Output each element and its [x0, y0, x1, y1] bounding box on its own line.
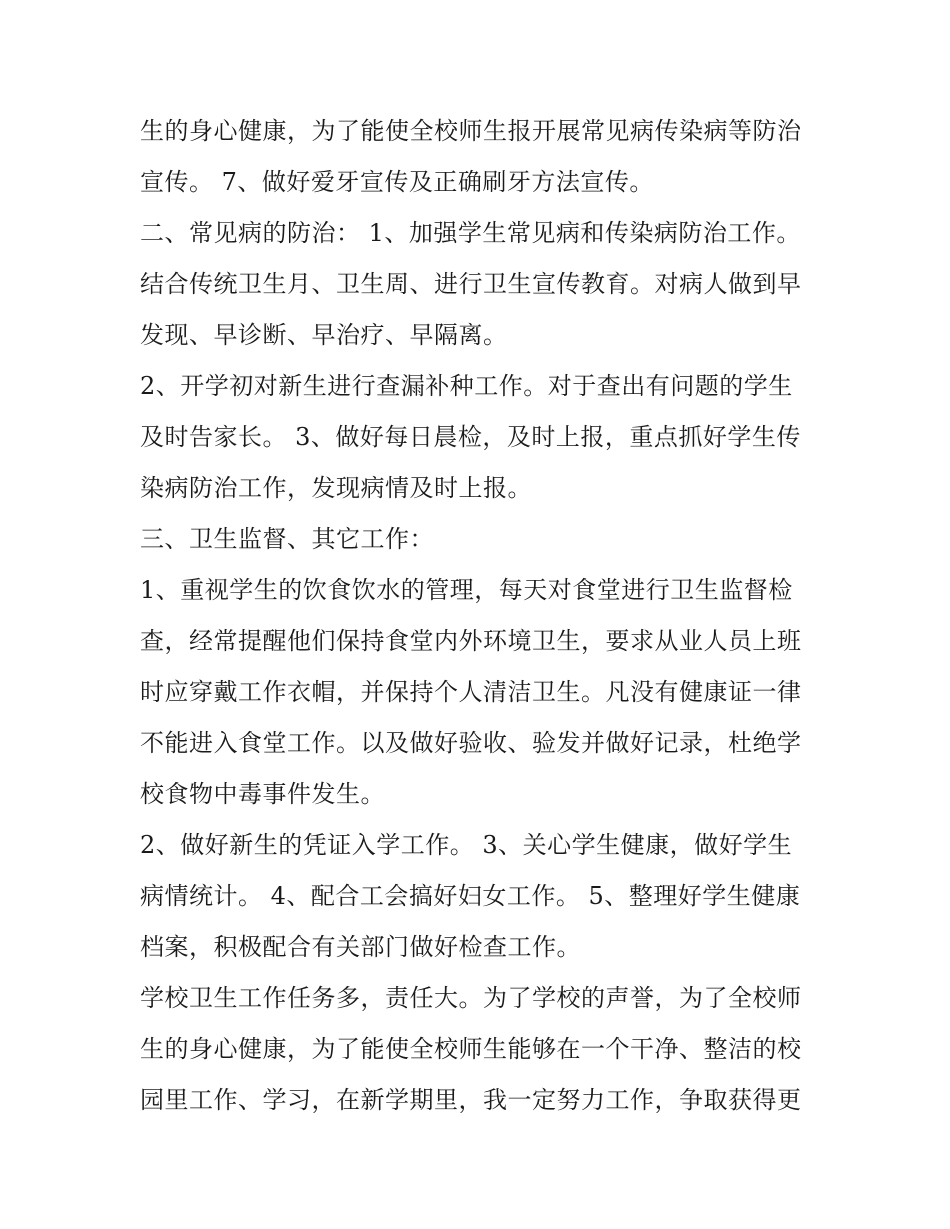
text-line: 染病防治工作，发现病情及时上报。	[140, 474, 532, 502]
text-line: 2、做好新生的凭证入学工作。 3、关心学生健康，做好学生	[140, 831, 793, 859]
text-line: 病情统计。 4、配合工会搞好妇女工作。 5、整理好学生健康	[140, 882, 801, 910]
text-line: 三、卫生监督、其它工作：	[140, 525, 434, 553]
text-line: 校食物中毒事件发生。	[140, 780, 385, 808]
text-line: 及时告家长。 3、做好每日晨检，及时上报，重点抓好学生传	[140, 423, 801, 451]
text-line: 生的身心健康，为了能使全校师生能够在一个干净、整洁的校	[140, 1035, 802, 1063]
document-body	[140, 106, 820, 1126]
text-line: 2、开学初对新生进行查漏补种工作。对于查出有问题的学生	[140, 372, 793, 400]
text-line: 不能进入食堂工作。以及做好验收、验发并做好记录，杜绝学	[140, 729, 802, 757]
text-line: 园里工作、学习，在新学期里，我一定努力工作，争取获得更	[140, 1086, 802, 1114]
text-line: 学校卫生工作任务多，责任大。为了学校的声誉，为了全校师	[140, 984, 802, 1012]
text-line: 档案，积极配合有关部门做好检查工作。	[140, 933, 581, 961]
text-line: 发现、早诊断、早治疗、早隔离。	[140, 321, 508, 349]
text-line: 查，经常提醒他们保持食堂内外环境卫生，要求从业人员上班	[140, 627, 802, 655]
text-line: 宣传。 7、做好爱牙宣传及正确刷牙方法宣传。	[140, 168, 654, 196]
text-line: 时应穿戴工作衣帽，并保持个人清洁卫生。凡没有健康证一律	[140, 678, 802, 706]
text-line: 生的身心健康，为了能使全校师生报开展常见病传染病等防治	[140, 117, 802, 145]
text-line: 二、常见病的防治： 1、加强学生常见病和传染病防治工作。	[140, 219, 801, 247]
text-line: 结合传统卫生月、卫生周、进行卫生宣传教育。对病人做到早	[140, 270, 802, 298]
text-line: 1、重视学生的饮食饮水的管理，每天对食堂进行卫生监督检	[140, 576, 793, 604]
